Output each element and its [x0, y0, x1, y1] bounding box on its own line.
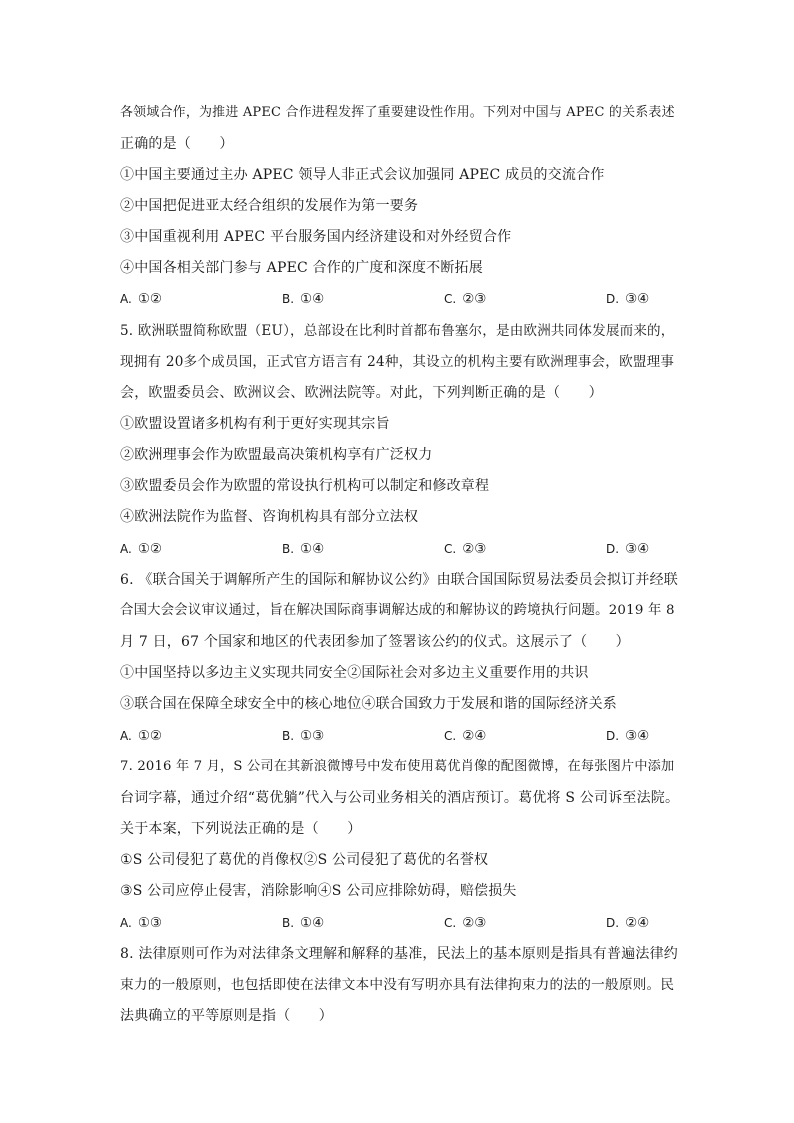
- q4-option-b: B. ①④: [282, 291, 325, 307]
- q6-option-b: B. ①③: [282, 728, 325, 744]
- q7-statements-3-4: ③S 公司应停止侵害，消除影响④S 公司应排除妨碍，赔偿损失: [120, 883, 517, 899]
- q6-stem-line-1: 6. 《联合国关于调解所产生的国际和解协议公约》由联合国国际贸易法委员会拟订并经联: [120, 572, 679, 588]
- q7-stem-line-3: 关于本案，下列说法正确的是（ ）: [120, 821, 362, 837]
- q5-option-b: B. ①④: [282, 541, 325, 557]
- q5-stem-line-3: 会，欧盟委员会、欧洲议会、欧洲法院等。对此，下列判断正确的是（ ）: [120, 385, 603, 401]
- q6-option-a: A. ①②: [120, 728, 163, 744]
- q7-option-b: B. ①④: [282, 915, 325, 931]
- q4-option-d: D. ③④: [606, 291, 650, 307]
- q5-stem-line-1: 5. 欧洲联盟简称欧盟（EU），总部设在比利时首都布鲁塞尔，是由欧洲共同体发展而来的，: [120, 323, 675, 339]
- q5-statement-2: ②欧洲理事会作为欧盟最高决策机构享有广泛权力: [120, 447, 433, 463]
- q7-stem-line-2: 台词字幕，通过介绍“葛优躺”代入与公司业务相关的酒店预订。葛优将 S 公司诉至法院。: [120, 790, 680, 806]
- q6-statements-3-4: ③联合国在保障全球安全中的核心地位④联合国致力于发展和谐的国际经济关系: [120, 696, 617, 712]
- q5-statement-1: ①欧盟设置诸多机构有利于更好实现其宗旨: [120, 416, 390, 432]
- q4-statement-4: ④中国各相关部门参与 APEC 合作的广度和深度不断拓展: [120, 260, 483, 276]
- q8-stem-line-1: 8. 法律原则可作为对法律条文理解和解释的基准，民法上的基本原则是指具有普遍法律约: [120, 946, 679, 962]
- q5-statement-4: ④欧洲法院作为监督、咨询机构具有部分立法权: [120, 509, 419, 525]
- q4-option-a: A. ①②: [120, 291, 163, 307]
- q4-options: [120, 290, 680, 308]
- q8-stem-line-3: 法典确立的平等原则是指（ ）: [120, 1008, 333, 1024]
- q8-stem-line-2: 束力的一般原则，也包括即使在法律文本中没有写明亦具有法律拘束力的法的一般原则。民: [120, 977, 675, 993]
- q4-statement-1: ①中国主要通过主办 APEC 领导人非正式会议加强同 APEC 成员的交流合作: [120, 167, 605, 183]
- q4-statement-2: ②中国把促进亚太经合组织的发展作为第一要务: [120, 198, 419, 214]
- q6-options: [120, 727, 680, 745]
- q7-option-c: C. ②③: [444, 915, 487, 931]
- q6-stem-line-2: 合国大会会议审议通过，旨在解决国际商事调解达成的和解协议的跨境执行问题。2019 年 8: [120, 603, 675, 618]
- q7-options: [120, 914, 680, 932]
- q4-option-c: C. ②③: [444, 291, 487, 307]
- q4-stem-line-2: 正确的是（ ）: [120, 136, 234, 152]
- q5-option-a: A. ①②: [120, 541, 163, 557]
- q6-stem-line-3: 月 7 日，67 个国家和地区的代表团参加了签署该公约的仪式。这展示了（ ）: [120, 634, 630, 650]
- q7-option-d: D. ②④: [606, 915, 650, 931]
- q4-statement-3: ③中国重视利用 APEC 平台服务国内经济建设和对外经贸合作: [120, 229, 512, 245]
- q4-stem-line-1: 各领域合作，为推进 APEC 合作进程发挥了重要建设性作用。下列对中国与 APEC 的关系表述: [120, 105, 675, 120]
- q5-options: [120, 540, 680, 558]
- q5-stem-line-2: 现拥有 20多个成员国，正式官方语言有 24种，其设立的机构主要有欧洲理事会，欧盟理事: [120, 354, 675, 370]
- q7-statements-1-2: ①S 公司侵犯了葛优的肖像权②S 公司侵犯了葛优的名誉权: [120, 852, 489, 868]
- q7-stem-line-1: 7. 2016 年 7 月，S 公司在其新浪微博号中发布使用葛优肖像的配图微博，在每张图片中添加: [120, 759, 675, 774]
- q6-statements-1-2: ①中国坚持以多边主义实现共同安全②国际社会对多边主义重要作用的共识: [120, 665, 589, 681]
- q5-statement-3: ③欧盟委员会作为欧盟的常设执行机构可以制定和修改章程: [120, 478, 490, 494]
- q6-option-c: C. ②④: [444, 728, 487, 744]
- q5-option-c: C. ②③: [444, 541, 487, 557]
- q7-option-a: A. ①③: [120, 915, 163, 931]
- q6-option-d: D. ③④: [606, 728, 650, 744]
- q5-option-d: D. ③④: [606, 541, 650, 557]
